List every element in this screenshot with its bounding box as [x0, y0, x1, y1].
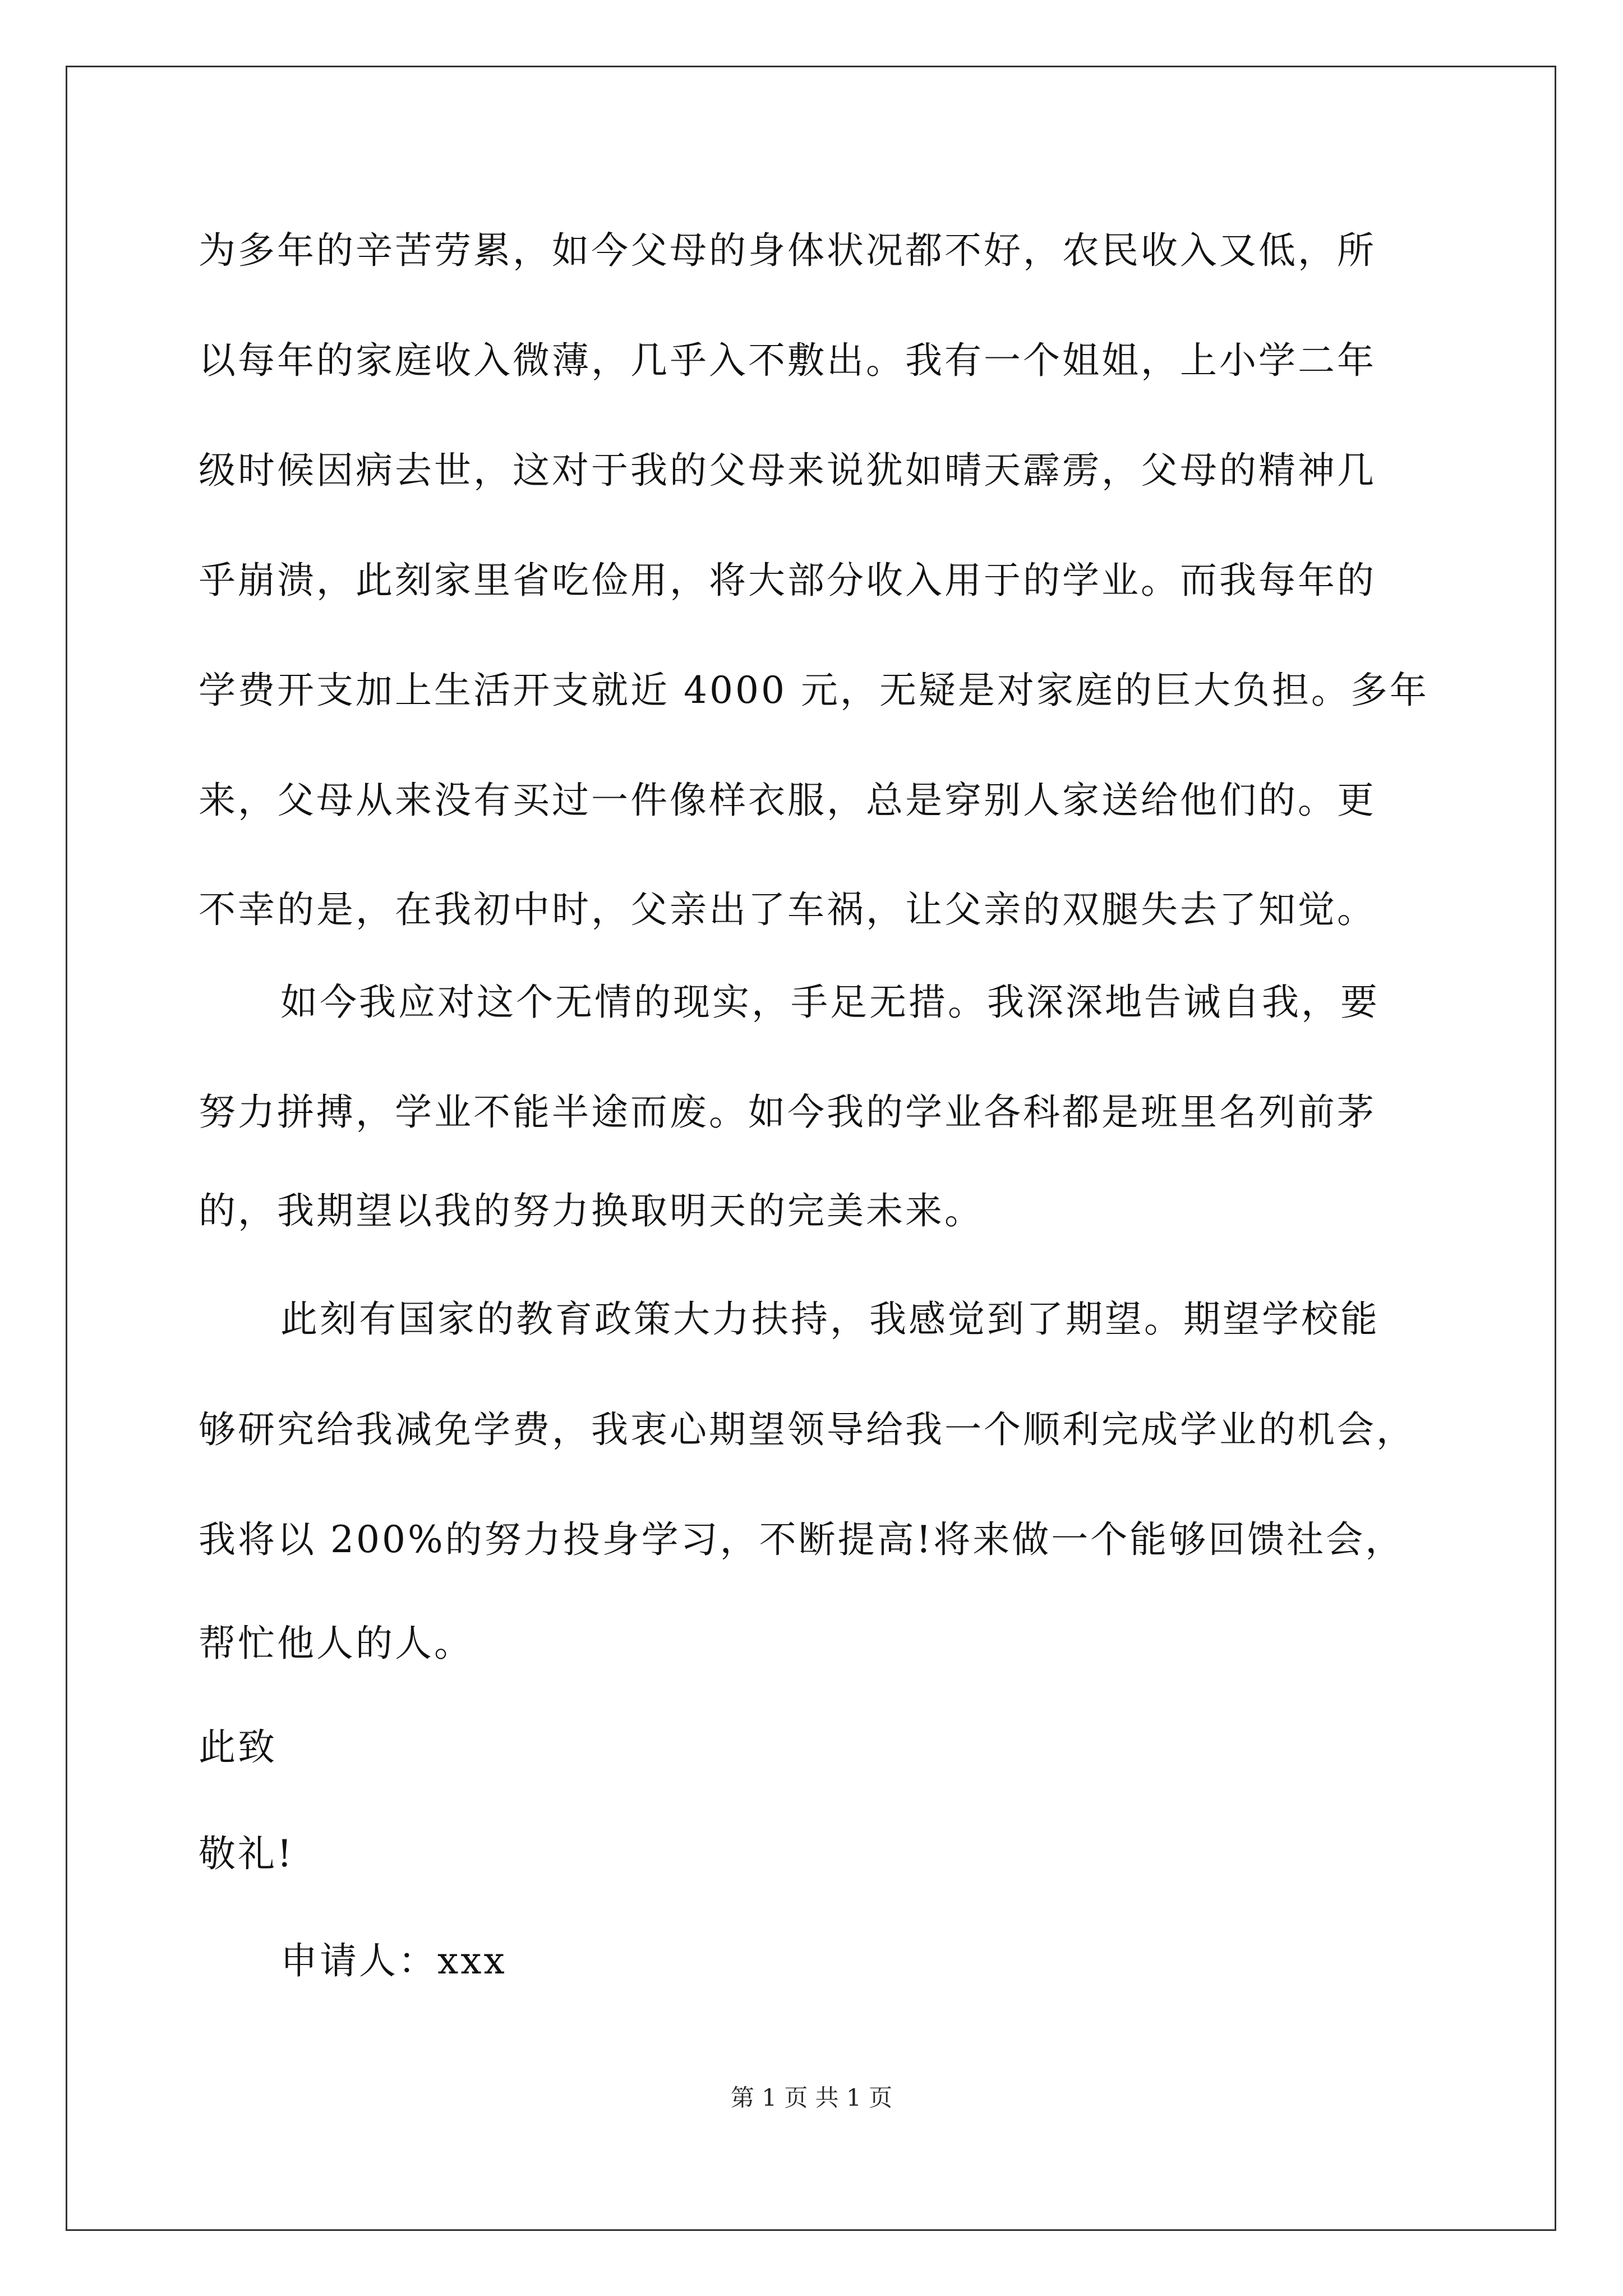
text-line: 的，我期望以我的努力换取明天的完美未来。 — [199, 1189, 984, 1232]
text-line: 帮忙他人的人。 — [199, 1622, 473, 1665]
text-line: 为多年的辛苦劳累，如今父母的身体状况都不好，农民收入又低，所 — [199, 229, 1376, 272]
signature: 申请人：xxx — [280, 1939, 507, 1982]
text-line: 不幸的是，在我初中时，父亲出了车祸，让父亲的双腿失去了知觉。 — [199, 888, 1376, 931]
page-frame — [66, 66, 1556, 2231]
text-line: 级时候因病去世，这对于我的父母来说犹如晴天霹雳，父母的精神几 — [199, 449, 1376, 492]
text-line: 学费开支加上生活开支就近 4000 元，无疑是对家庭的巨大负担。多年 — [199, 669, 1429, 712]
page-number: 第 1 页 共 1 页 — [730, 2084, 893, 2111]
text-line: 努力拼搏，学业不能半途而废。如今我的学业各科都是班里名列前茅 — [199, 1091, 1376, 1134]
text-line: 乎崩溃，此刻家里省吃俭用，将大部分收入用于的学业。而我每年的 — [199, 559, 1376, 602]
text-line: 此刻有国家的教育政策大力扶持，我感觉到了期望。期望学校能 — [280, 1297, 1380, 1341]
text-line: 来，父母从来没有买过一件像样衣服，总是穿别人家送给他们的。更 — [199, 779, 1376, 822]
text-line: 以每年的家庭收入微薄，几乎入不敷出。我有一个姐姐，上小学二年 — [199, 339, 1376, 382]
text-line: 如今我应对这个无情的现实，手足无措。我深深地告诫自我，要 — [280, 981, 1380, 1024]
closing-line: 此致 — [199, 1726, 277, 1769]
closing-line: 敬礼! — [199, 1832, 294, 1875]
text-line: 我将以 200%的努力投身学习，不断提高!将来做一个能够回馈社会， — [199, 1518, 1405, 1561]
text-line: 够研究给我减免学费，我衷心期望领导给我一个顺利完成学业的机会， — [199, 1408, 1415, 1451]
